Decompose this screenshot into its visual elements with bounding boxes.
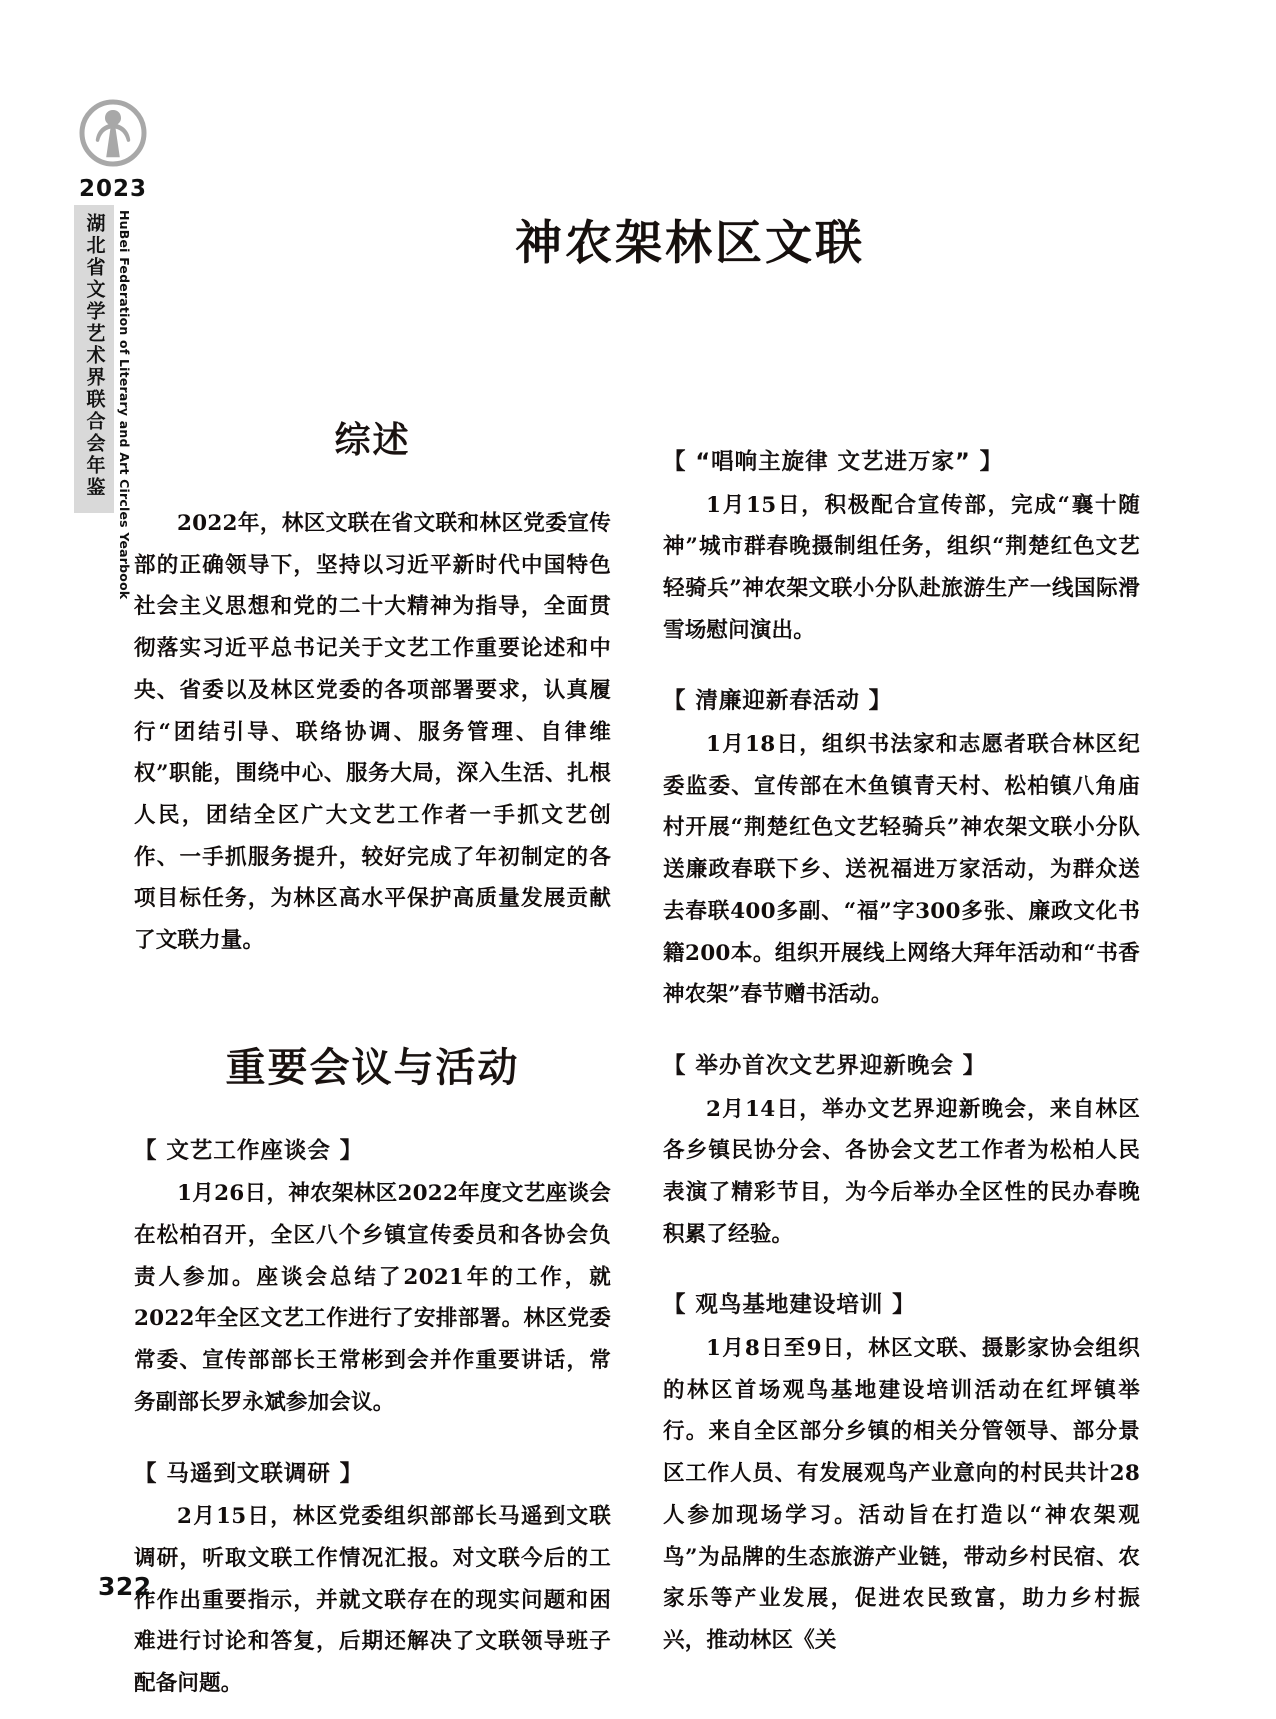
entry-body: 1月26日，神农架林区2022年度文艺座谈会在松柏召开，全区八个乡镇宣传委员和各协会负责人参加。座谈会总结了2021年的工作，就2022年全区文艺工作进行了安排部署。林区党委常委、宣传部部长王常彬到会并作重要讲话，常务副部长罗永斌参加会议。 bbox=[134, 1181, 611, 1415]
entry-body: 2月15日，林区党委组织部部长马遥到文联调研，听取文联工作情况汇报。对文联今后的工作作出重要指示，并就文联存在的现实问题和困难进行讨论和答复，后期还解决了文联领导班子配备问题。 bbox=[134, 1504, 611, 1697]
section-heading-overview: 综述 bbox=[334, 420, 411, 461]
entry-block bbox=[134, 1135, 611, 1424]
section-heading-activities: 重要会议与活动 bbox=[225, 1044, 520, 1091]
entry-heading: 【 观鸟基地建设培训 】 bbox=[663, 1292, 916, 1319]
entry-heading: 【 马遥到文联调研 】 bbox=[134, 1460, 364, 1487]
entry-heading: 【 清廉迎新春活动 】 bbox=[663, 688, 893, 715]
yearbook-year: 2023 bbox=[78, 176, 147, 202]
spine-chinese-label bbox=[74, 205, 114, 513]
yearbook-emblem-icon bbox=[76, 96, 150, 170]
branding-block bbox=[68, 96, 158, 202]
entry-block bbox=[663, 1289, 1140, 1661]
left-column bbox=[134, 412, 611, 1711]
page-title: 神农架林区文联 bbox=[515, 216, 865, 271]
entry-heading: 【 “唱响主旋律 文艺进万家” 】 bbox=[663, 449, 1004, 475]
overview-paragraph: 2022年，林区文联在省文联和林区党委宣传部的正确领导下，坚持以习近平新时代中国特色社会主义思想和党的二十大精神为指导，全面贯彻落实习近平总书记关于文艺工作重要论述和中央、省委以及林区党委的各项部署要求，认真履行“团结引导、联络协调、服务管理、自律维权”职能，围绕中心、服务大局，深入生活、扎根人民，团结全区广大文艺工作者一手抓文艺创作、一手抓服务提升，较好完成了年初制定的各项目标任务，为林区高水平保护高质量发展贡献了文联力量。 bbox=[134, 511, 611, 954]
entry-body: 2月14日，举办文艺界迎新晚会，来自林区各乡镇民协分会、各协会文艺工作者为松柏人民表演了精彩节目，为今后举办全区性的民办春晚积累了经验。 bbox=[663, 1096, 1140, 1247]
body-columns bbox=[134, 412, 1140, 1711]
entry-block bbox=[663, 1050, 1140, 1255]
entry-body: 1月18日，组织书法家和志愿者联合林区纪委监委、宣传部在木鱼镇青天村、松柏镇八角庙村开展“荆楚红色文艺轻骑兵”神农架文联小分队送廉政春联下乡、送祝福进万家活动，为群众送去春联400多副、“福”字300多张、廉政文化书籍200本。组织开展线上网络大拜年活动和“书香神农架”春节赠书活动。 bbox=[663, 732, 1140, 1008]
page-number: 322 bbox=[98, 1572, 152, 1601]
entry-heading: 【 文艺工作座谈会 】 bbox=[134, 1137, 364, 1164]
entry-heading: 【 举办首次文艺界迎新晚会 】 bbox=[663, 1052, 987, 1079]
spine-chinese-text: 湖北省文学艺术界联合会年鉴 bbox=[83, 213, 106, 499]
right-column bbox=[663, 412, 1140, 1711]
entry-block bbox=[663, 685, 1140, 1016]
entry-body: 1月8日至9日，林区文联、摄影家协会组织的林区首场观鸟基地建设培训活动在红坪镇举行。来自全区部分乡镇的相关分管领导、部分景区工作人员、有发展观鸟产业意向的村民共计28人参加现场学习。活动旨在打造以“神农架观鸟”为品牌的生态旅游产业链，带动乡村民宿、农家乐等产业发展，促进农民致富，助力乡村振兴，推动林区《关 bbox=[663, 1336, 1140, 1653]
entry-body: 1月15日，积极配合宣传部，完成“襄十随神”城市群春晚摄制组任务，组织“荆楚红色文艺轻骑兵”神农架文联小分队赴旅游生产一线国际滑雪场慰问演出。 bbox=[663, 492, 1140, 643]
entry-block bbox=[134, 1458, 611, 1705]
spine-english-text: HuBei Federation of Literary and Art Circles Yearbook bbox=[117, 210, 132, 600]
entry-block bbox=[663, 446, 1140, 651]
